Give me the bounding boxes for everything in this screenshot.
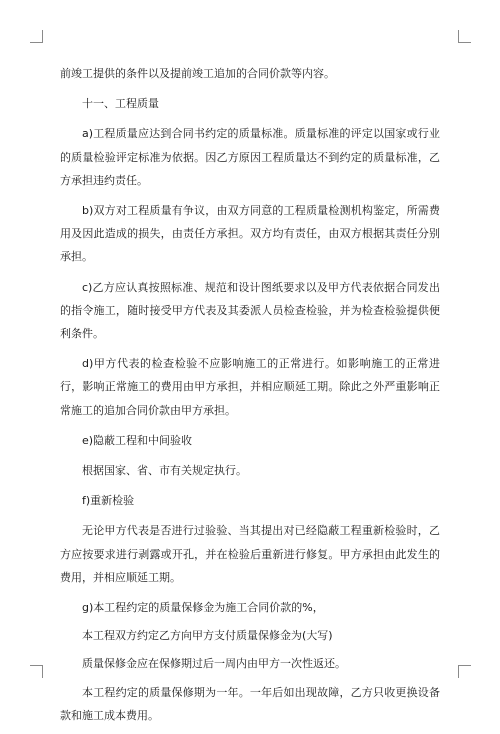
paragraph: b)双方对工程质量有争议，由双方同意的工程质量检测机构鉴定，所需费用及因此造成的损失，由责任方承担。双方均有责任，由双方根据其责任分别承担。 (60, 204, 440, 264)
paragraph: g)本工程约定的质量保修金为施工合同价款的%， (82, 601, 324, 615)
crop-mark-top-right (458, 30, 471, 43)
paragraph: d)甲方代表的检查检验不应影响施工的正常进行。如影响施工的正常进行，影响正常施工的费用由甲方承担，并相应顺延工期。除此之外严重影响正常施工的追加合同价款由甲方承担。 (60, 357, 440, 417)
paragraph: 无论甲方代表是否进行过验验、当其提出对已经隐蔽工程重新检验时，乙方应按要求进行剥露或开孔，并在检验后重新进行修复。甲方承担由此发生的费用，并相应顺延工期。 (60, 524, 440, 584)
crop-mark-bottom-left (30, 665, 43, 678)
paragraph: 本工程双方约定乙方向甲方支付质量保修金为(大写) (82, 629, 333, 643)
paragraph: 本工程约定的质量保修期为一年。一年后如出现故障，乙方只收更换设备款和施工成本费用。 (60, 685, 440, 722)
paragraph: a)工程质量应达到合同书约定的质量标准。质量标准的评定以国家或行业的质量检验评定标准为依据。因乙方原因工程质量达不到约定的质量标准，乙方承担违约责任。 (60, 127, 440, 187)
crop-mark-bottom-right (458, 665, 471, 678)
section-heading: 十一、工程质量 (82, 97, 159, 111)
crop-mark-top-left (30, 30, 43, 43)
subsection-heading: f)重新检验 (82, 494, 135, 508)
document-body (60, 62, 440, 734)
subsection-heading: e)隐蔽工程和中间验收 (82, 433, 193, 447)
paragraph: 前竣工提供的条件以及提前竣工追加的合同价款等内容。 (60, 67, 335, 80)
paragraph: 质量保修金应在保修期过后一周内由甲方一次性返还。 (82, 657, 346, 671)
paragraph: c)乙方应认真按照标准、规范和设计图纸要求以及甲方代表依据合同发出的指令施工，随时接受甲方代表及其委派人员检查检验，并为检查检验提供便利条件。 (60, 280, 440, 341)
paragraph: 根据国家、省、市有关规定执行。 (82, 464, 247, 478)
